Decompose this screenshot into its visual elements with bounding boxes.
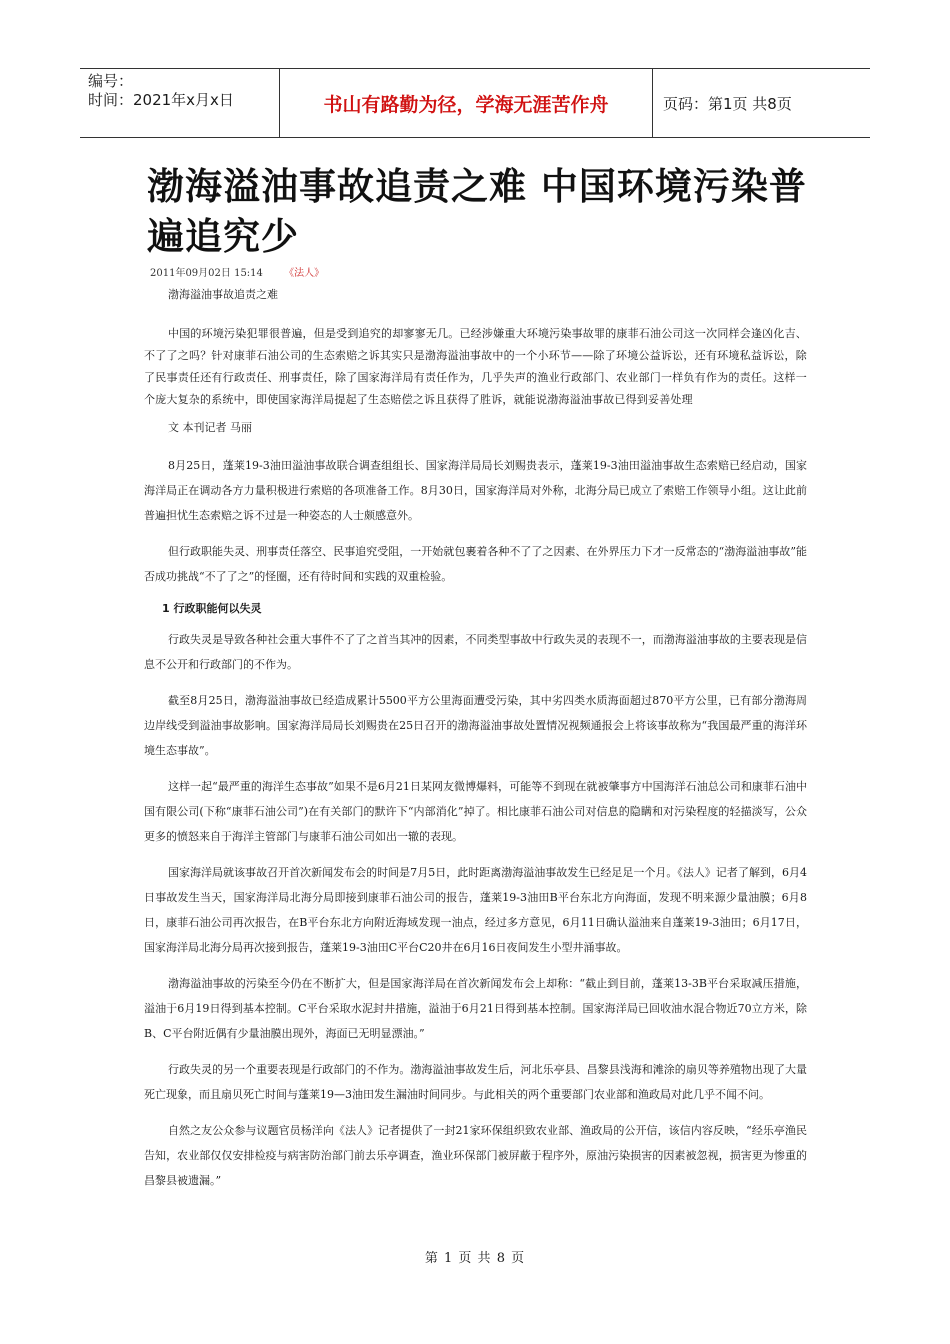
- article-meta: [150, 264, 324, 279]
- paragraph: 国家海洋局就该事故召开首次新闻发布会的时间是7月5日，此时距离渤海溢油事故发生已经足足一个月。《法人》记者了解到，6月4日事故发生当天，国家海洋局北海分局即接到康菲石油公司的报告，蓬莱19-3油田B平台东北方向海面，发现不明来源少量油膜；6月8日，康菲石油公司再次报告，在B平台东北方向附近海域发现一油点，经过多方意见，6月11日确认溢油来自蓬莱19-3油田；6月17日，国家海洋局北海分局再次接到报告，蓬莱19-3油田C平台C20井在6月16日夜间发生小型井涌事故。: [144, 866, 807, 954]
- paragraph: 行政失灵的另一个重要表现是行政部门的不作为。渤海溢油事故发生后，河北乐亭县、昌黎县浅海和滩涂的扇贝等养殖物出现了大量死亡现象，而且扇贝死亡时间与蓬莱19—3油田发生漏油时间同步。与此相关的两个重要部门农业部和渔政局对此几乎不闻不问。: [144, 1063, 807, 1101]
- header-meta: [80, 69, 280, 137]
- article-lead: 中国的环境污染犯罪很普遍，但是受到追究的却寥寥无几。已经涉嫌重大环境污染事故罪的康菲石油公司这一次同样会逢凶化吉、不了了之吗？针对康菲石油公司的生态索赔之诉其实只是渤海溢油事故中的一个小环节——除了环境公益诉讼，还有环境私益诉讼，除了民事责任还有行政责任、刑事责任，除了国家海洋局有责任作为，几乎失声的渔业行政部门、农业部门一样负有作为的责任。这样一个庞大复杂的系统中，即使国家海洋局提起了生态赔偿之诉且获得了胜诉，就能说渤海溢油事故已得到妥善处理: [144, 327, 807, 406]
- header-motto: 书山有路勤为径，学海无涯苦作舟: [280, 69, 653, 137]
- article-body: [144, 286, 807, 1204]
- number-label: 编号：: [88, 72, 134, 90]
- paragraph: 行政失灵是导致各种社会重大事件不了了之首当其冲的因素，不同类型事故中行政失灵的表现不一，而渤海溢油事故的主要表现是信息不公开和行政部门的不作为。: [144, 633, 807, 671]
- paragraph: 8月25日，蓬莱19-3油田溢油事故联合调查组组长、国家海洋局局长刘赐贵表示，蓬莱19-3油田溢油事故生态索赔已经启动，国家海洋局正在调动各方力量积极进行索赔的各项准备工作。8月30日，国家海洋局对外称，北海分局已成立了索赔工作领导小组。这让此前普遍担忧生态索赔之诉不过是一种姿态的人士颇感意外。: [144, 459, 807, 522]
- time-label: 时间：2021年x月x日: [88, 91, 234, 109]
- paragraph: 这样一起“最严重的海洋生态事故”如果不是6月21日某网友微博爆料，可能等不到现在就被肇事方中国海洋石油总公司和康菲石油中国有限公司(下称“康菲石油公司”)在有关部门的默许下“内部消化”掉了。相比康菲石油公司对信息的隐瞒和对污染程度的轻描淡写，公众更多的愤怒来自于海洋主管部门与康菲石油公司如出一辙的表现。: [144, 780, 807, 843]
- article-source-link[interactable]: 《法人》: [284, 268, 325, 279]
- section-heading: 1 行政职能何以失灵: [162, 602, 262, 615]
- paragraph: 渤海溢油事故的污染至今仍在不断扩大，但是国家海洋局在首次新闻发布会上却称：“截止到目前，蓬莱13-3B平台采取减压措施，溢油于6月19日得到基本控制。C平台采取水泥封井措施，溢油于6月21日得到基本控制。国家海洋局已回收油水混合物近70立方米，除B、C平台附近偶有少量油膜出现外，海面已无明显漂油。”: [144, 977, 807, 1040]
- header-page-info: 页码：第1页 共8页: [663, 94, 792, 113]
- article-title: 渤海溢油事故追责之难 中国环境污染普遍追究少: [147, 165, 807, 258]
- page-footer: 第 1 页 共 8 页: [424, 1251, 526, 1266]
- paragraph: 自然之友公众参与议题官员杨洋向《法人》记者提供了一封21家环保组织致农业部、渔政局的公开信，该信内容反映，“经乐亭渔民告知，农业部仅仅安排检疫与病害防治部门前去乐亭调查，渔业环保部门被屏蔽于程序外，原油污染损害的因素被忽视，损害更为惨重的昌黎县被遗漏。”: [144, 1124, 807, 1187]
- article-byline: 文 本刊记者 马丽: [168, 421, 252, 434]
- article-subhead: 渤海溢油事故追责之难: [168, 288, 278, 301]
- article-date: 2011年09月02日 15:14: [150, 268, 263, 279]
- paragraph: 截至8月25日，渤海溢油事故已经造成累计5500平方公里海面遭受污染，其中劣四类水质海面超过870平方公里，已有部分渤海周边岸线受到溢油事故影响。国家海洋局局长刘赐贵在25日召开的渤海溢油事故处置情况视频通报会上将该事故称为“我国最严重的海洋环境生态事故”。: [144, 694, 807, 757]
- paragraph: 但行政职能失灵、刑事责任落空、民事追究受阻，一开始就包裹着各种不了了之因素、在外界压力下才一反常态的“渤海溢油事故”能否成功挑战“不了了之”的怪圈，还有待时间和实践的双重检验。: [144, 545, 807, 583]
- document-header: [80, 68, 870, 138]
